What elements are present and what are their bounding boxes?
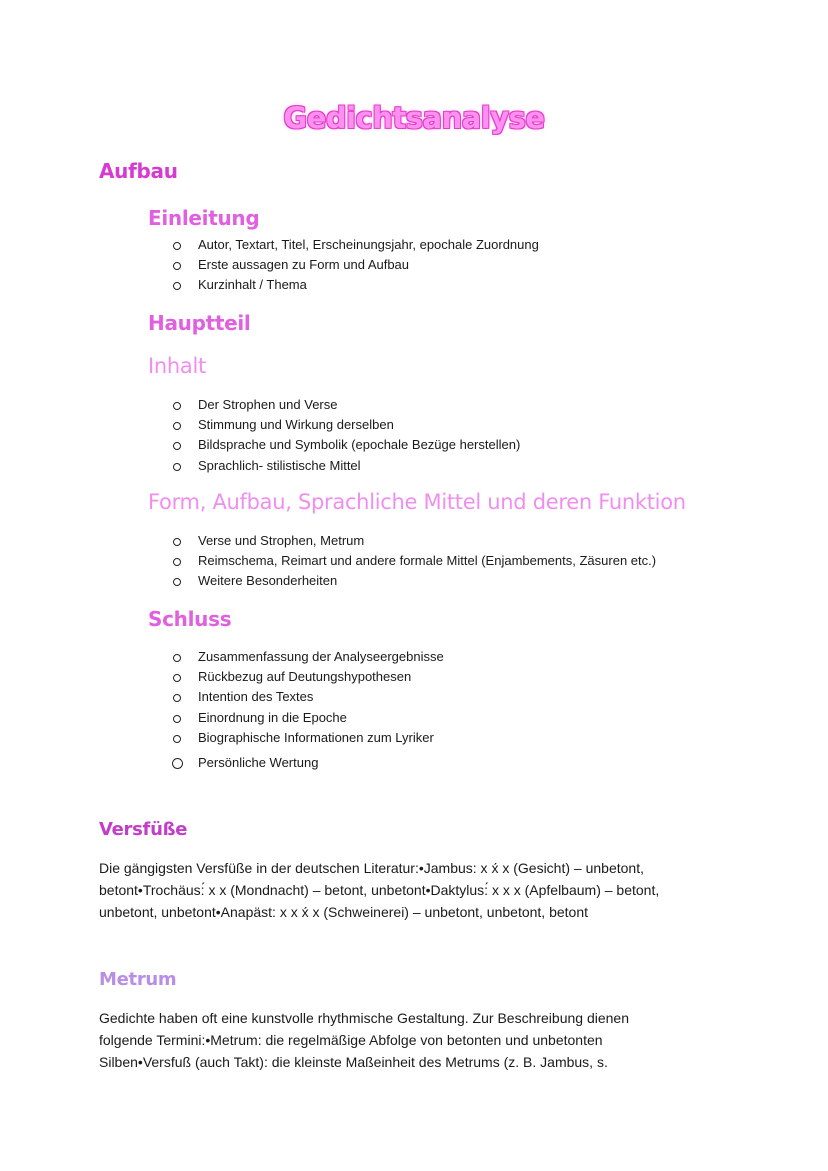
list-item: Bildsprache und Symbolik (epochale Bezüge herstellen) <box>172 435 520 455</box>
list-item: Rückbezug auf Deutungshypothesen <box>172 667 444 687</box>
metrum-paragraph <box>99 1007 739 1073</box>
hollow-circle-icon <box>173 578 181 586</box>
hollow-circle-icon <box>173 262 181 270</box>
paragraph-line: Silben•Versfuß (auch Takt): die kleinste Maßeinheit des Metrums (z. B. Jambus, s. <box>99 1054 608 1070</box>
list-item: Einordnung in die Epoche <box>172 708 444 728</box>
einleitung-list <box>172 235 539 296</box>
heading-schluss: Schluss <box>148 607 232 631</box>
list-item: Verse und Strophen, Metrum <box>172 531 656 551</box>
list-item: Weitere Besonderheiten <box>172 571 656 591</box>
hollow-circle-icon <box>173 442 181 450</box>
paragraph-line: Gedichte haben oft eine kunstvolle rhythmische Gestaltung. Zur Beschreibung dienen <box>99 1010 629 1026</box>
page-title: Gedichtsanalyse <box>283 101 545 135</box>
hollow-circle-icon <box>173 463 181 471</box>
list-item: Zusammenfassung der Analyseergebnisse <box>172 647 444 667</box>
hollow-circle-icon <box>173 538 181 546</box>
list-item: Stimmung und Wirkung derselben <box>172 415 520 435</box>
hollow-circle-icon <box>173 735 181 743</box>
list-item-persoenliche-wertung: Persönliche Wertung <box>172 753 318 773</box>
paragraph-line: Die gängigsten Versfüße in der deutschen Literatur:•Jambus: x x́ x (Gesicht) – unbetont, <box>99 860 644 876</box>
list-item: Der Strophen und Verse <box>172 395 520 415</box>
paragraph-line: betont•Trochäus:́ x x (Mondnacht) – betont, unbetont•Daktylus:́ x x x (Apfelbaum) – betont, <box>99 882 660 898</box>
form-list <box>172 531 656 592</box>
inhalt-list <box>172 395 520 476</box>
heading-einleitung: Einleitung <box>148 206 260 230</box>
heading-metrum: Metrum <box>99 969 177 990</box>
list-item: Intention des Textes <box>172 687 444 707</box>
list-item: Biographische Informationen zum Lyriker <box>172 728 444 748</box>
hollow-circle-icon <box>173 422 181 430</box>
heading-form: Form, Aufbau, Sprachliche Mittel und deren Funktion <box>148 490 686 514</box>
hollow-circle-icon <box>173 674 181 682</box>
hollow-circle-icon <box>173 282 181 290</box>
heading-hauptteil: Hauptteil <box>148 311 251 335</box>
schluss-list <box>172 647 444 748</box>
heading-versfuesse: Versfüße <box>99 819 188 840</box>
list-item: Sprachlich- stilistische Mittel <box>172 456 520 476</box>
hollow-circle-icon <box>173 654 181 662</box>
hollow-circle-icon <box>172 758 183 769</box>
heading-inhalt: Inhalt <box>148 354 206 378</box>
paragraph-line: folgende Termini:•Metrum: die regelmäßige Abfolge von betonten und unbetonten <box>99 1032 603 1048</box>
heading-aufbau: Aufbau <box>99 159 178 183</box>
versfuesse-paragraph <box>99 857 739 923</box>
list-item: Kurzinhalt / Thema <box>172 275 539 295</box>
list-item: Reimschema, Reimart und andere formale Mittel (Enjambements, Zäsuren etc.) <box>172 551 656 571</box>
paragraph-line: unbetont, unbetont•Anapäst: x x x́ x (Schweinerei) – unbetont, unbetont, betont <box>99 904 589 920</box>
hollow-circle-icon <box>173 402 181 410</box>
list-item: Autor, Textart, Titel, Erscheinungsjahr, epochale Zuordnung <box>172 235 539 255</box>
hollow-circle-icon <box>173 242 181 250</box>
hollow-circle-icon <box>173 715 181 723</box>
hollow-circle-icon <box>173 694 181 702</box>
list-item: Erste aussagen zu Form und Aufbau <box>172 255 539 275</box>
hollow-circle-icon <box>173 558 181 566</box>
